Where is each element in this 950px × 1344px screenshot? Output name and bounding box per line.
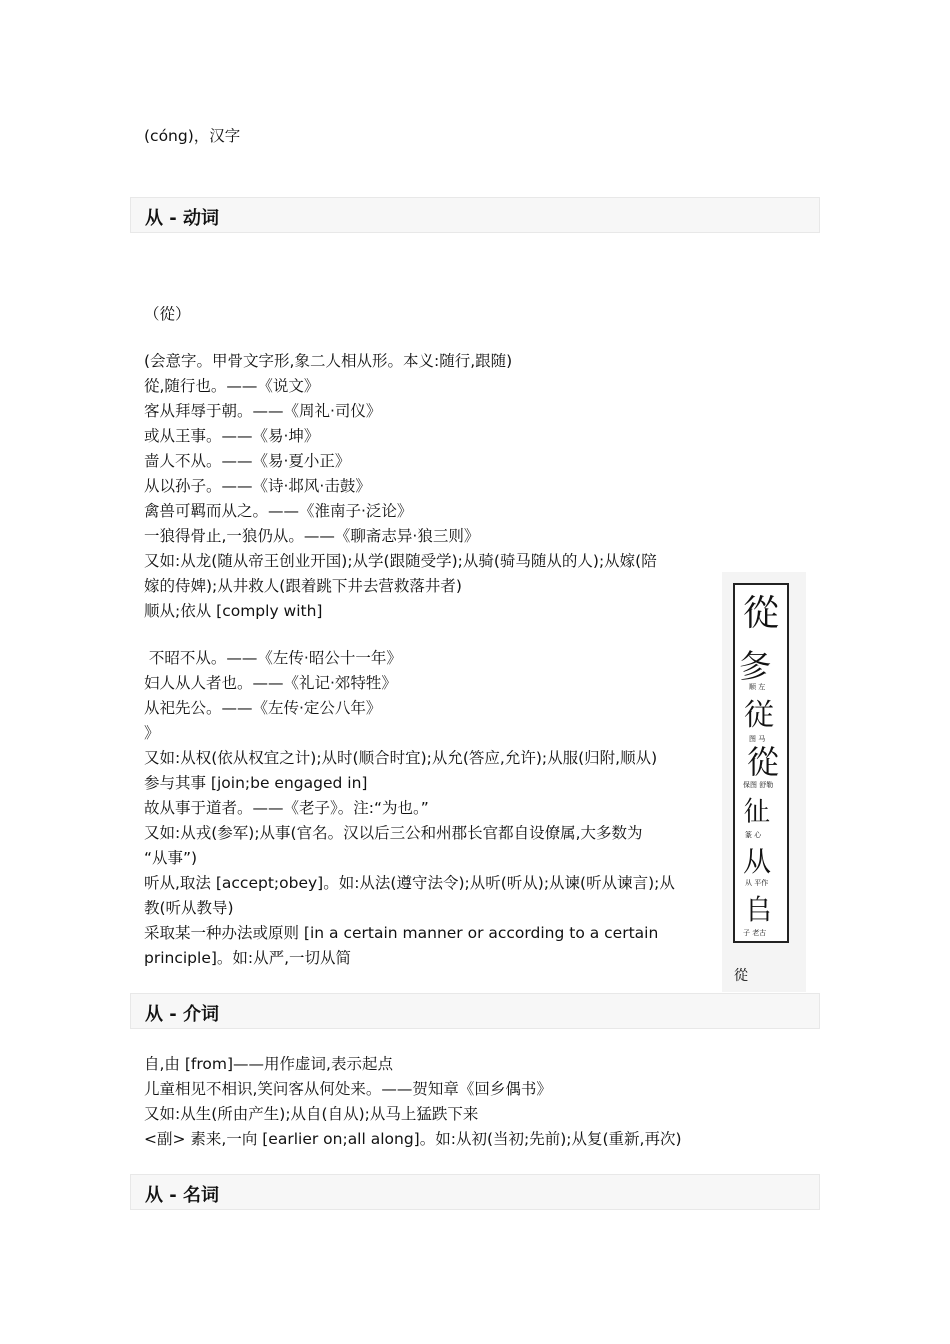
verb-line: 禽兽可羁而从之。——《淮南子·泛论》 [144, 502, 413, 520]
verb-line: 又如:从权(依从权宜之计);从时(顺合时宜);从允(答应,允许);从服(归附,顺从) [144, 749, 658, 767]
verb-line: 又如:从戎(参军);从事(官名。汉以后三公和州郡长官都自设僚属,大多数为 [144, 824, 643, 842]
seal-glyph: 㣊 [738, 647, 772, 685]
seal-script-image [733, 583, 789, 943]
verb-line: (会意字。甲骨文字形,象二人相从形。本义:随行,跟随) [144, 352, 513, 370]
prep-line: 又如:从生(所由产生);从自(自从);从马上猛跌下来 [144, 1105, 479, 1123]
section-heading-verb-label: 从 - 动词 [145, 208, 220, 229]
seal-note: 图 马 [749, 735, 766, 743]
verb-line: 妇人从人者也。——《礼记·郊特牲》 [144, 674, 397, 692]
verb-line: 教(听从教导) [144, 899, 234, 917]
verb-line: 采取某一种办法或原则 [in a certain manner or according to a certain [144, 924, 659, 942]
verb-line: 嫁的侍婢);从井救人(跟着跳下井去营救落井者) [144, 577, 462, 595]
verb-line: 或从王事。——《易·坤》 [144, 427, 320, 445]
verb-line: 從,随行也。——《说文》 [144, 377, 320, 395]
seal-glyph: 從 [746, 743, 780, 781]
verb-line: 又如:从龙(随从帝王创业开国);从学(跟随受学);从骑(骑马随从的人);从嫁(陪 [144, 552, 657, 570]
seal-glyph: 𢓊 [742, 795, 772, 828]
seal-glyph: 従 [744, 698, 774, 733]
section-heading-preposition-label: 从 - 介词 [145, 1004, 220, 1025]
verb-line: 听从,取法 [accept;obey]。如:从法(遵守法令);从听(听从);从谏(听从谏言);从 [144, 874, 675, 892]
verb-line: principle]。如:从严,一切从简 [144, 949, 352, 967]
verb-line: 参与其事 [join;be engaged in] [144, 774, 368, 792]
prep-line: 自,由 [from]——用作虚词,表示起点 [144, 1055, 393, 1073]
seal-glyph: 從 [742, 593, 780, 634]
seal-glyph: 从 [742, 845, 772, 878]
seal-note: 顺 左 [749, 683, 766, 691]
section-heading-verb [130, 197, 820, 233]
verb-line: 故从事于道者。——《老子》。注:“为也。” [144, 799, 429, 817]
verb-line: 从以孙子。——《诗·邶风·击鼓》 [144, 477, 371, 495]
section-heading-noun [130, 1174, 820, 1210]
figure-caption: 從 [734, 968, 748, 984]
prep-line: 儿童相见不相识,笑问客从何处来。——贺知章《回乡偶书》 [144, 1080, 552, 1098]
verb-line: 顺从;依从 [comply with] [144, 602, 323, 620]
seal-note: 子 老古 [743, 929, 767, 937]
section-heading-noun-label: 从 - 名词 [145, 1185, 220, 1206]
seal-note: 保图 舒勒 [743, 781, 774, 789]
verb-line: 客从拜辱于朝。——《周礼·司仪》 [144, 402, 382, 420]
verb-line: （從） [144, 305, 191, 323]
prep-line: <副> 素来,一向 [earlier on;all along]。如:从初(当初;先前);从复(重新,再次) [144, 1130, 682, 1148]
seal-note: 从 平作 [745, 879, 769, 887]
seal-script-figure [722, 572, 806, 992]
verb-line: 不昭不从。——《左传·昭公十一年》 [144, 649, 402, 667]
verb-line: 》 [144, 724, 160, 742]
seal-note: 篆 心 [745, 831, 762, 839]
intro-text: (cóng)，汉字 [144, 127, 241, 145]
verb-line: 一狼得骨止,一狼仍从。——《聊斋志异·狼三则》 [144, 527, 480, 545]
section-heading-preposition [130, 993, 820, 1029]
verb-line: 从祀先公。——《左传·定公八年》 [144, 699, 382, 717]
seal-glyph: 𠂤 [744, 893, 774, 926]
verb-line: 啬人不从。——《易·夏小正》 [144, 452, 351, 470]
seal-script-glyphs [735, 585, 787, 941]
verb-line: “从事”) [144, 849, 198, 867]
